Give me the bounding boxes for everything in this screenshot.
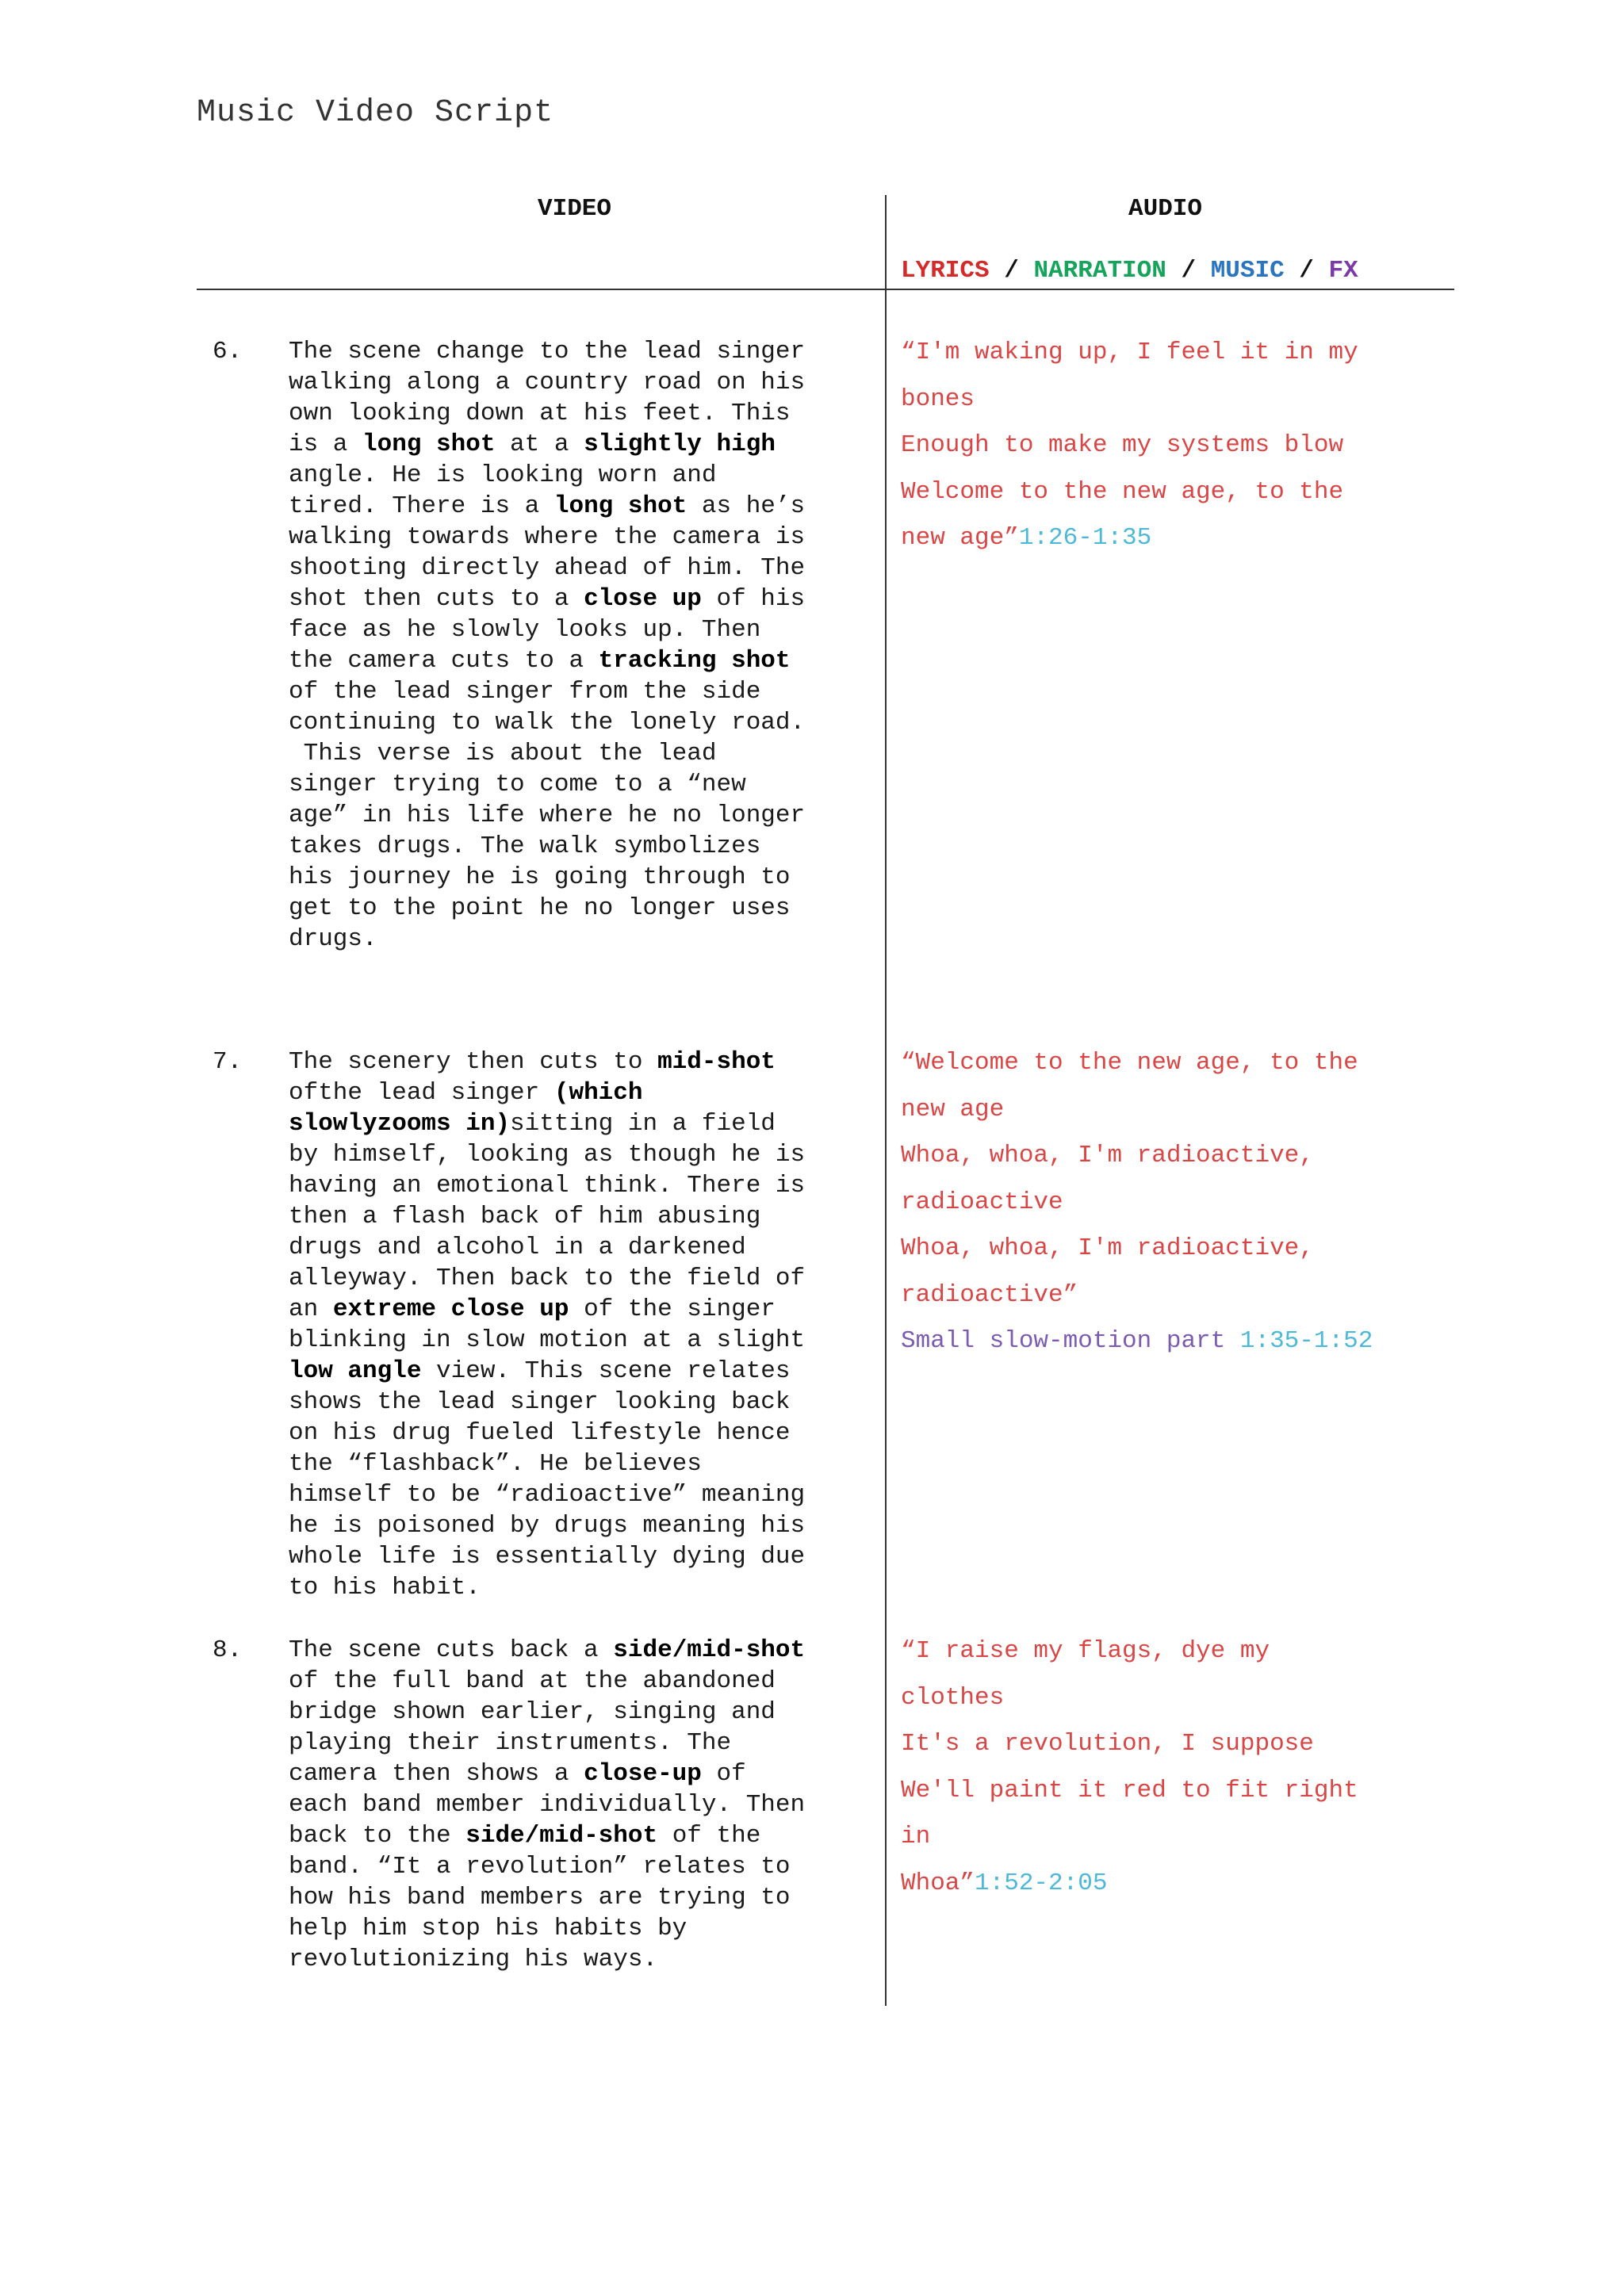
- video-text-line: [289, 614, 868, 645]
- text-run: of: [701, 1760, 746, 1788]
- video-text-line: [289, 1913, 868, 1944]
- video-text-line: [289, 1356, 868, 1387]
- camera-term: close-up: [584, 1760, 702, 1788]
- audio-text-line: [901, 1721, 1440, 1768]
- video-text-line: [289, 1170, 868, 1201]
- text-run: get to the point he no longer uses: [289, 894, 791, 922]
- text-run: age” in his life where he no longer: [289, 802, 806, 829]
- lyric-text: new age: [901, 1095, 1005, 1123]
- text-run: camera then shows a: [289, 1760, 584, 1788]
- scene-number: 8.: [213, 1636, 243, 1664]
- video-text-line: [289, 1666, 868, 1697]
- text-run: The scene cuts back a: [289, 1636, 614, 1664]
- audio-text-line: [901, 1087, 1440, 1134]
- video-text-line: [289, 1077, 868, 1108]
- lyric-text: radioactive”: [901, 1280, 1078, 1309]
- lyric-text: clothes: [901, 1683, 1005, 1712]
- video-text-line: [289, 1479, 868, 1510]
- text-run: The scenery then cuts to: [289, 1048, 658, 1076]
- video-text-line: [289, 1851, 868, 1882]
- text-run: himself to be “radioactive” meaning: [289, 1481, 806, 1509]
- text-run: having an emotional think. There is: [289, 1172, 806, 1200]
- text-run: an: [289, 1295, 333, 1323]
- audio-text-line: [901, 377, 1440, 423]
- timestamp: 1:26-1:35: [1018, 524, 1152, 552]
- text-run: band. “It a revolution” relates to: [289, 1853, 791, 1881]
- lyric-text: Enough to make my systems blow: [901, 431, 1344, 459]
- video-text-line: [289, 1635, 868, 1666]
- camera-term: side/mid-shot: [613, 1636, 806, 1664]
- legend-narration: NARRATION: [1033, 257, 1166, 285]
- text-run: playing their instruments. The: [289, 1729, 732, 1757]
- camera-term: long shot: [362, 430, 496, 458]
- audio-text-line: [901, 1861, 1440, 1908]
- lyric-text: bones: [901, 385, 975, 413]
- text-run: his journey he is going through to: [289, 863, 791, 891]
- audio-text-line: [901, 330, 1440, 377]
- video-text-line: [289, 1201, 868, 1232]
- text-run: singer trying to come to a “new: [289, 771, 746, 798]
- text-run: whole life is essentially dying due: [289, 1543, 806, 1571]
- text-run: bridge shown earlier, singing and: [289, 1698, 776, 1726]
- video-text-line: [289, 1047, 868, 1077]
- text-run: of the lead singer from the side: [289, 678, 761, 706]
- camera-term: mid-shot: [657, 1048, 776, 1076]
- audio-text-line: [901, 515, 1440, 562]
- text-run: takes drugs. The walk symbolizes: [289, 832, 761, 860]
- scene-number: 6.: [213, 338, 243, 365]
- video-text-line: [289, 522, 868, 553]
- text-run: tired. There is a: [289, 492, 554, 520]
- text-run: help him stop his habits by: [289, 1915, 688, 1942]
- audio-text-line: [901, 1180, 1440, 1226]
- video-text-line: [289, 429, 868, 460]
- camera-term: side/mid-shot: [465, 1822, 658, 1850]
- column-divider: [885, 195, 887, 2006]
- video-text-line: [289, 491, 868, 522]
- text-run: at a: [495, 430, 584, 458]
- camera-term: slowlyzooms in): [289, 1110, 511, 1138]
- text-run: drugs.: [289, 925, 377, 953]
- video-text-line: [289, 1448, 868, 1479]
- text-run: view. This scene relates: [421, 1357, 791, 1385]
- video-text-line: [289, 1882, 868, 1913]
- text-run: of his: [701, 585, 806, 613]
- video-text-line: [289, 1139, 868, 1170]
- video-text-line: [289, 676, 868, 707]
- text-run: of the singer: [569, 1295, 776, 1323]
- video-text-line: [289, 1541, 868, 1572]
- scene-audio-lyrics: [901, 330, 1440, 562]
- audio-text-line: [901, 1040, 1440, 1087]
- text-run: drugs and alcohol in a darkened: [289, 1234, 746, 1261]
- text-run: walking along a country road on his: [289, 369, 806, 396]
- video-text-line: [289, 1789, 868, 1820]
- camera-term: close up: [584, 585, 702, 613]
- video-text-line: [289, 831, 868, 862]
- video-text-line: [289, 584, 868, 614]
- text-run: blinking in slow motion at a slight: [289, 1326, 806, 1354]
- lyric-text: Welcome to the new age, to the: [901, 477, 1344, 506]
- legend-lyrics: LYRICS: [901, 257, 990, 285]
- video-text-line: [289, 398, 868, 429]
- text-run: revolutionizing his ways.: [289, 1946, 658, 1973]
- video-text-line: [289, 1572, 868, 1603]
- text-run: of the: [657, 1822, 761, 1850]
- lyric-text: in: [901, 1823, 931, 1850]
- audio-text-line: [901, 469, 1440, 516]
- video-text-line: [289, 862, 868, 893]
- text-run: This verse is about the lead: [289, 740, 717, 767]
- text-run: the “flashback”. He believes: [289, 1450, 702, 1478]
- video-text-line: [289, 336, 868, 367]
- text-run: walking towards where the camera is: [289, 523, 806, 551]
- legend-fx: FX: [1328, 257, 1358, 285]
- camera-term: low angle: [289, 1357, 422, 1385]
- text-run: to his habit.: [289, 1574, 481, 1601]
- audio-text-line: [901, 423, 1440, 469]
- video-text-line: [289, 738, 868, 769]
- text-run: as he’s: [687, 492, 806, 520]
- text-run: The scene change to the lead singer: [289, 338, 806, 365]
- video-text-line: [289, 1325, 868, 1356]
- timestamp: 1:52-2:05: [975, 1869, 1108, 1897]
- audio-text-line: [901, 1768, 1440, 1815]
- text-run: face as he slowly looks up. Then: [289, 616, 761, 644]
- camera-term: slightly high: [584, 430, 776, 458]
- lyric-text: radioactive: [901, 1188, 1063, 1216]
- timestamp: 1:35-1:52: [1239, 1327, 1373, 1355]
- lyric-text: We'll paint it red to fit right: [901, 1776, 1358, 1804]
- video-text-line: [289, 367, 868, 398]
- text-run: then a flash back of him abusing: [289, 1203, 761, 1230]
- text-run: shooting directly ahead of him. The: [289, 554, 806, 582]
- text-run: shows the lead singer looking back: [289, 1388, 791, 1416]
- audio-text-line: [901, 1272, 1440, 1319]
- lyric-text: “I'm waking up, I feel it in my: [901, 339, 1358, 366]
- audio-color-legend: [901, 257, 1358, 285]
- text-run: own looking down at his feet. This: [289, 400, 791, 427]
- scene-audio-lyrics: [901, 1040, 1440, 1365]
- video-text-line: [289, 1232, 868, 1263]
- lyric-text: “I raise my flags, dye my: [901, 1637, 1270, 1665]
- video-text-line: [289, 1820, 868, 1851]
- camera-term: long shot: [553, 492, 688, 520]
- header-divider: [197, 289, 1454, 290]
- lyric-text: Whoa”: [901, 1869, 975, 1897]
- audio-text-line: [901, 1628, 1440, 1675]
- text-run: of the full band at the abandoned: [289, 1667, 776, 1695]
- video-text-line: [289, 1697, 868, 1728]
- scene-video-description: [289, 1047, 868, 1603]
- text-run: ofthe lead singer: [289, 1079, 554, 1107]
- text-run: alleyway. Then back to the field of: [289, 1265, 806, 1292]
- video-text-line: [289, 1108, 868, 1139]
- legend-separator: /: [1284, 257, 1329, 285]
- video-text-line: [289, 893, 868, 924]
- legend-music: MUSIC: [1210, 257, 1285, 285]
- lyric-text: Whoa, whoa, I'm radioactive,: [901, 1142, 1314, 1169]
- text-run: back to the: [289, 1822, 466, 1850]
- music-note: Small slow-motion part: [901, 1327, 1240, 1355]
- video-text-line: [289, 1944, 868, 1975]
- text-run: how his band members are trying to: [289, 1884, 791, 1911]
- scene-video-description: [289, 1635, 868, 1975]
- audio-text-line: [901, 1226, 1440, 1272]
- video-text-line: [289, 1758, 868, 1789]
- audio-text-line: [901, 1675, 1440, 1722]
- lyric-text: It's a revolution, I suppose: [901, 1730, 1314, 1758]
- text-run: he is poisoned by drugs meaning his: [289, 1512, 806, 1540]
- video-text-line: [289, 800, 868, 831]
- text-run: the camera cuts to a: [289, 647, 599, 675]
- audio-text-line: [901, 1814, 1440, 1861]
- audio-text-line: [901, 1318, 1440, 1365]
- audio-text-line: [901, 1133, 1440, 1180]
- video-text-line: [289, 645, 868, 676]
- video-text-line: [289, 460, 868, 491]
- lyric-text: “Welcome to the new age, to the: [901, 1049, 1358, 1077]
- camera-term: (which: [553, 1079, 643, 1107]
- video-text-line: [289, 707, 868, 738]
- video-text-line: [289, 769, 868, 800]
- text-run: by himself, looking as though he is: [289, 1141, 806, 1169]
- video-text-line: [289, 1728, 868, 1758]
- text-run: shot then cuts to a: [289, 585, 584, 613]
- lyric-text: Whoa, whoa, I'm radioactive,: [901, 1234, 1314, 1262]
- video-text-line: [289, 924, 868, 955]
- document-title: Music Video Script: [197, 95, 554, 131]
- camera-term: extreme close up: [332, 1295, 569, 1323]
- scene-video-description: [289, 336, 868, 955]
- video-text-line: [289, 1418, 868, 1448]
- video-text-line: [289, 1263, 868, 1294]
- text-run: continuing to walk the lonely road.: [289, 709, 806, 737]
- legend-separator: /: [1166, 257, 1211, 285]
- camera-term: tracking shot: [598, 647, 791, 675]
- video-text-line: [289, 1510, 868, 1541]
- video-text-line: [289, 1294, 868, 1325]
- scene-audio-lyrics: [901, 1628, 1440, 1907]
- video-text-line: [289, 1387, 868, 1418]
- video-column-header: VIDEO: [538, 195, 612, 223]
- text-run: on his drug fueled lifestyle hence: [289, 1419, 791, 1447]
- legend-separator: /: [989, 257, 1034, 285]
- audio-column-header: AUDIO: [1128, 195, 1203, 223]
- text-run: is a: [289, 430, 363, 458]
- text-run: each band member individually. Then: [289, 1791, 806, 1819]
- video-text-line: [289, 553, 868, 584]
- lyric-text: new age”: [901, 524, 1019, 552]
- scene-number: 7.: [213, 1048, 243, 1076]
- text-run: sitting in a field: [510, 1110, 776, 1138]
- text-run: angle. He is looking worn and: [289, 461, 717, 489]
